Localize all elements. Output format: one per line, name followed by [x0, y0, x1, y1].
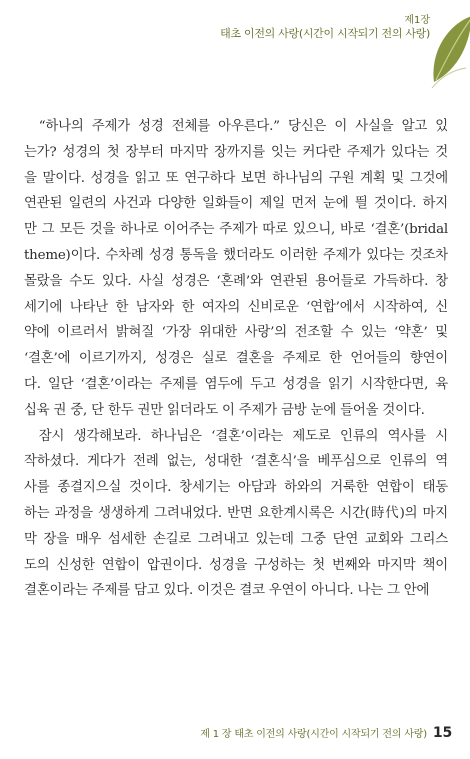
paragraph-line: 는가? 성경의 첫 장부터 마지막 장까지를 잇는 커다란 주제가 있다는 것 — [24, 144, 448, 160]
paragraph-line: ‘결혼’에 이르기까지, 성경은 실로 결혼을 주제로 한 언어들의 향연이 — [24, 351, 448, 367]
running-header — [220, 14, 430, 41]
chapter-label: 제1장 — [404, 15, 430, 26]
paragraph-line: 도의 신성한 연합이 압권이다. 성경을 구성하는 첫 번째와 마지막 책이 — [24, 557, 448, 573]
footer-running-title: 제 1 장 태초 이전의 사랑(시간이 시작되기 전의 사랑) — [200, 729, 427, 740]
paragraph-line: 연관된 일련의 사건과 다양한 일화들이 제일 먼저 눈에 띌 것이다. 하지 — [24, 196, 448, 212]
paragraph-line: 을 말이다. 성경을 읽고 또 연구하다 보면 하나님의 구원 계획 및 그것에 — [24, 170, 448, 186]
chapter-title: 태초 이전의 사랑(시간이 시작되기 전의 사랑) — [220, 27, 430, 40]
paragraph-line: 십육 권 중, 단 한두 권만 읽더라도 이 주제가 금방 눈에 들어올 것이다. — [24, 402, 425, 418]
paragraph-line: 결혼이라는 주제를 담고 있다. 이것은 결코 우연이 아니다. 나는 그 안에 — [24, 583, 430, 599]
paragraph-line: 잠시 생각해보라. 하나님은 ‘결혼’이라는 제도로 인류의 역사를 시 — [38, 428, 448, 444]
paragraph-line: 하는 과정을 생생하게 그려내었다. 반면 요한계시록은 시간(時代)의 마지 — [24, 505, 448, 521]
paragraph-line: “하나의 주제가 성경 전체를 아우른다.” 당신은 이 사실을 알고 있 — [38, 119, 448, 134]
leaf-icon — [426, 12, 470, 92]
paragraph-line: 몰랐을 수도 있다. 사실 성경은 ‘혼례’와 연관된 용어들로 가득하다. 창 — [24, 273, 448, 289]
paragraph-line: 세기에 나타난 한 남자와 한 여자의 신비로운 ‘연합’에서 시작하여, 신 — [24, 299, 448, 315]
paragraph-line: 약에 이르러서 밝혀질 ‘가장 위대한 사랑’의 전조할 수 있는 ‘약혼’ 및 — [24, 325, 448, 341]
paragraph-line: 사를 종결지으실 것이다. 창세기는 아담과 하와의 거룩한 연합이 태동 — [24, 480, 448, 496]
paragraph-line: theme)이다. 수차례 성경 통독을 했더라도 이러한 주제가 있다는 것조차 — [24, 247, 448, 263]
paragraph-line: 만 그 모든 것을 하나로 이어주는 주제가 따로 있으니, 바로 ‘결혼’(bridal — [24, 222, 448, 238]
running-footer — [0, 725, 452, 741]
body-text — [24, 114, 448, 604]
paragraph-line: 작하셨다. 게다가 전례 없는, 성대한 ‘결혼식’을 베푸심으로 인류의 역 — [24, 454, 448, 470]
page-number: 15 — [432, 725, 452, 741]
paragraph-line: 막 장을 매우 섬세한 손길로 그려내고 있는데 그중 단연 교회와 그리스 — [24, 531, 448, 547]
paragraph-line: 다. 일단 ‘결혼’이라는 주제를 염두에 두고 성경을 읽기 시작한다면, 육 — [24, 376, 448, 392]
